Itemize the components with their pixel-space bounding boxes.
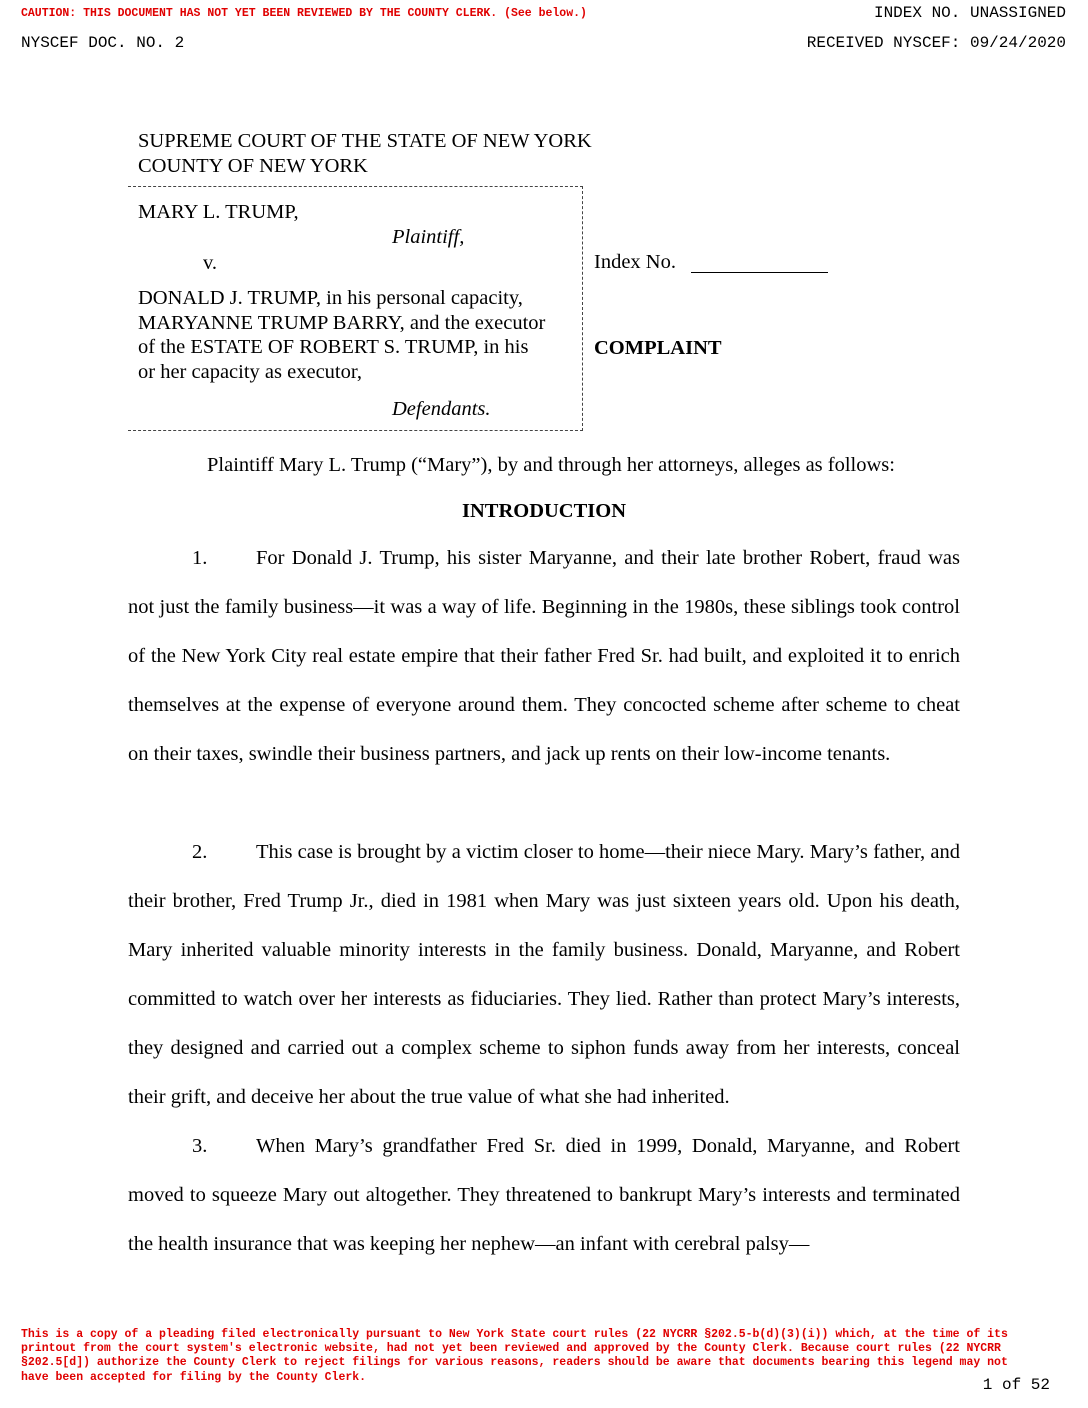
caution-notice: CAUTION: THIS DOCUMENT HAS NOT YET BEEN REVIEWED BY THE COUNTY CLERK. (See below.) — [21, 7, 587, 20]
caption-top-divider — [128, 186, 583, 187]
defendants-line: DONALD J. TRUMP, in his personal capacity, — [138, 287, 523, 309]
plaintiff-role: Plaintiff, — [392, 226, 465, 248]
defendants-line: MARYANNE TRUMP BARRY, and the executor — [138, 311, 546, 334]
county-name: COUNTY OF NEW YORK — [138, 155, 368, 177]
nyscef-doc-number: NYSCEF DOC. NO. 2 — [21, 34, 185, 52]
index-number-label: Index No. — [594, 251, 676, 273]
court-name: SUPREME COURT OF THE STATE OF NEW YORK — [138, 130, 592, 152]
paragraph-number: 3. — [192, 1135, 208, 1157]
filing-notice: This is a copy of a pleading filed electronically pursuant to New York State court rules (22 NYCRR §202.5-b(d)(3)(i)) which, at the time of its printout from the court system's electronic website, had not yet been reviewed and approved by the County Clerk. Because court rules (22 NYCRR §202.5[d]) authorize the County Clerk to reject filings for various reasons, readers should be aware that documents bearing this legend may not have been accepted for filing by the County Clerk. — [21, 1328, 1008, 1384]
received-date: RECEIVED NYSCEF: 09/24/2020 — [806, 34, 1066, 52]
document-type: COMPLAINT — [594, 337, 722, 359]
paragraph-number: 2. — [192, 841, 208, 863]
caption-bottom-divider — [128, 430, 583, 431]
defendants-block — [138, 286, 583, 384]
paragraph-text: This case is brought by a victim closer to home—their niece Mary. Mary’s father, and their brother, Fred Trump Jr., died in 1981 when Mary was just sixteen years old. Upon his death, Mary inherited valuable minority interests in the family business. Donald, Maryanne, and Robert committed to watch over her interests as fiduciaries. They lied. Rather than protect Mary’s interests, they designed and carried out a complex scheme to siphon funds away from her interests, conceal their grift, and deceive her about the true value of what she had inherited. — [128, 841, 960, 1108]
paragraph-text: For Donald J. Trump, his sister Maryanne, and their late brother Robert, fraud was not just the family business—it was a way of life. Beginning in the 1980s, these siblings took control of the New York City real estate empire that their father Fred Sr. had built, and exploited it to enrich themselves at the expense of everyone around them. They concocted scheme after scheme to cheat on their taxes, swindle their business partners, and jack up rents on their low-income tenants. — [128, 547, 960, 765]
paragraph — [128, 828, 960, 1122]
paragraph — [128, 1122, 960, 1269]
plaintiff-name: MARY L. TRUMP, — [138, 201, 299, 223]
intro-sentence: Plaintiff Mary L. Trump (“Mary”), by and through her attorneys, alleges as follows: — [207, 454, 895, 476]
page-number: 1 of 52 — [982, 1376, 1050, 1394]
defendants-role: Defendants. — [392, 398, 491, 420]
paragraph — [128, 534, 960, 779]
defendants-line: of the ESTATE OF ROBERT S. TRUMP, in his — [138, 336, 529, 358]
defendants-line: or her capacity as executor, — [138, 360, 362, 383]
index-number-blank — [691, 272, 828, 273]
section-heading: INTRODUCTION — [461, 500, 627, 522]
index-number: INDEX NO. UNASSIGNED — [873, 4, 1066, 22]
versus: v. — [203, 252, 218, 274]
paragraph-text: When Mary’s grandfather Fred Sr. died in 1999, Donald, Maryanne, and Robert moved to squeeze Mary out altogether. They threatened to bankrupt Mary’s interests and terminated the health insurance that was keeping her nephew—an infant with cerebral palsy— — [128, 1135, 960, 1255]
paragraph-number: 1. — [192, 547, 208, 569]
